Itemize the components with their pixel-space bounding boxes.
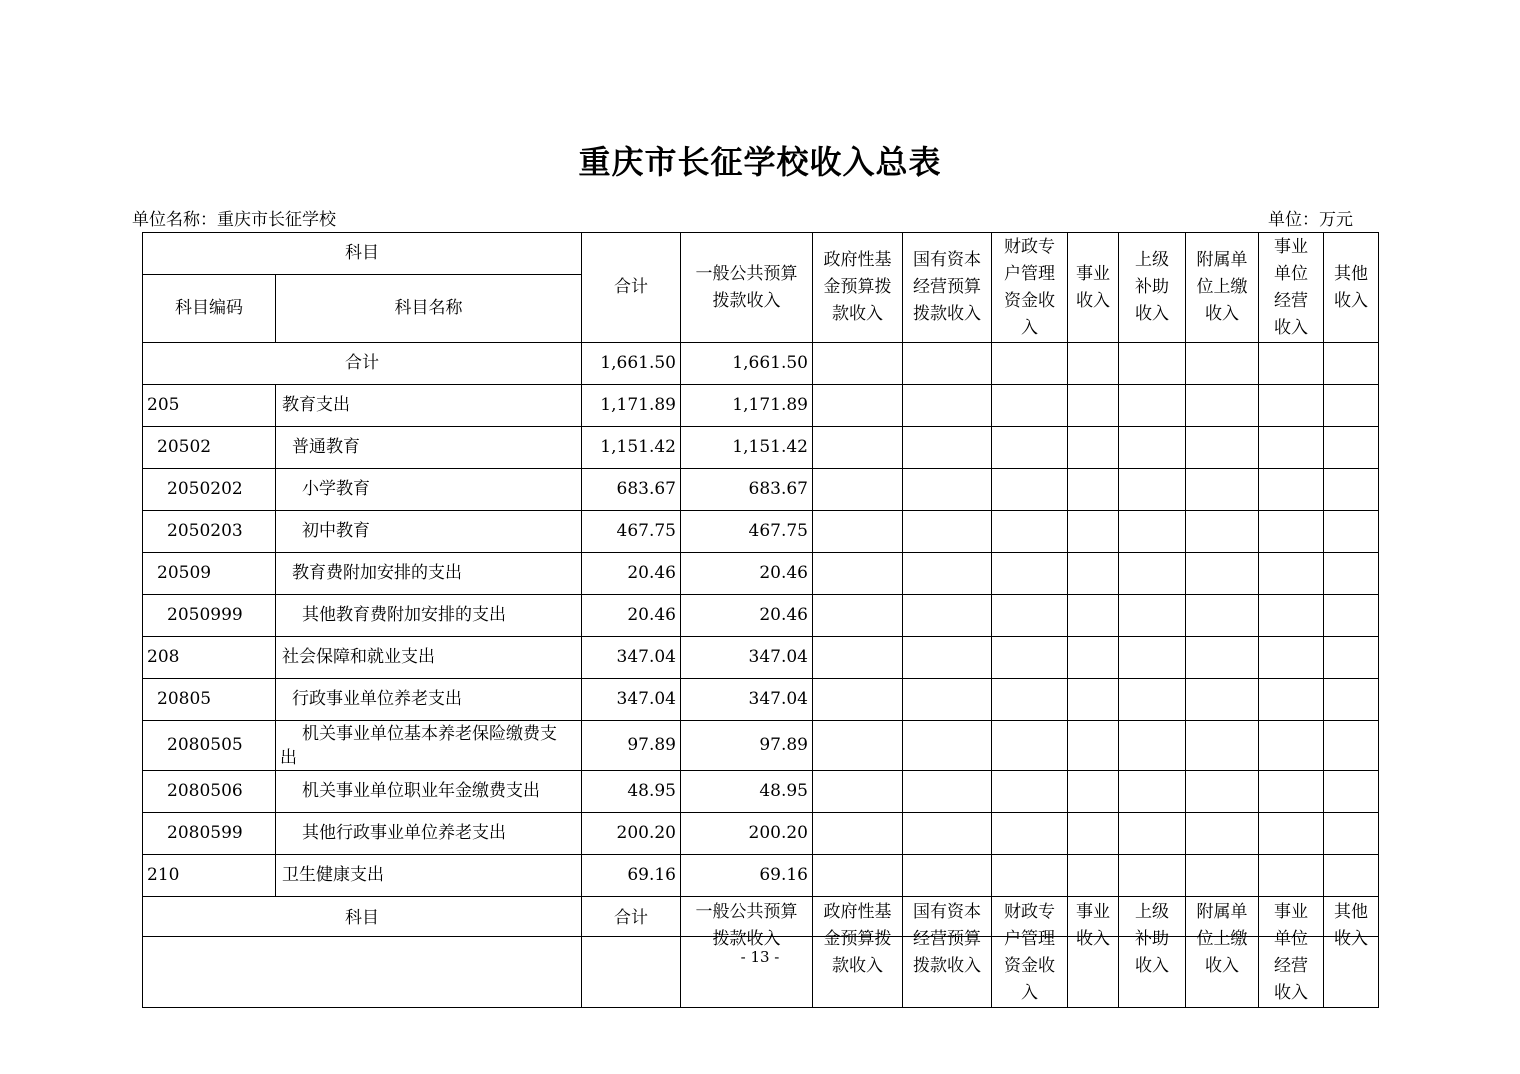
row-name: 小学教育 — [276, 469, 582, 511]
row-total: 200.20 — [582, 813, 681, 855]
repeat-header-other: 其他收入 — [1324, 897, 1379, 1008]
repeat-header-fiscal-special: 财政专户管理资金收入 — [992, 897, 1068, 1008]
row-name: 初中教育 — [276, 511, 582, 553]
header-state-capital: 国有资本经营预算拨款收入 — [903, 233, 992, 343]
row-total: 97.89 — [582, 721, 681, 771]
row-code: 20805 — [143, 679, 276, 721]
table-row — [143, 427, 1379, 469]
repeat-header-affiliated: 附属单位上缴收入 — [1186, 897, 1259, 1008]
row-general: 69.16 — [681, 855, 813, 897]
row-general: 683.67 — [681, 469, 813, 511]
header-row-1 — [143, 233, 1379, 275]
row-code: 20509 — [143, 553, 276, 595]
repeat-header-subject: 科目 — [143, 897, 582, 1008]
table-row — [143, 595, 1379, 637]
row-total: 683.67 — [582, 469, 681, 511]
header-fiscal-special: 财政专户管理资金收入 — [992, 233, 1068, 343]
row-name: 机关事业单位基本养老保险缴费支出 — [276, 721, 582, 771]
repeat-header-operating: 事业单位经营收入 — [1259, 897, 1324, 1008]
row-code: 210 — [143, 855, 276, 897]
table-row — [143, 553, 1379, 595]
row-total: 20.46 — [582, 553, 681, 595]
table-row — [143, 385, 1379, 427]
page-title: 重庆市长征学校收入总表 — [578, 143, 942, 181]
total-row-general: 1,661.50 — [681, 343, 813, 385]
table-row — [143, 679, 1379, 721]
repeat-header-total: 合计 — [582, 897, 681, 1008]
row-total: 69.16 — [582, 855, 681, 897]
row-general: 20.46 — [681, 553, 813, 595]
row-name: 机关事业单位职业年金缴费支出 — [276, 771, 582, 813]
row-total: 347.04 — [582, 637, 681, 679]
header-total: 合计 — [582, 233, 681, 343]
row-general: 20.46 — [681, 595, 813, 637]
total-row-total: 1,661.50 — [582, 343, 681, 385]
row-code: 208 — [143, 637, 276, 679]
row-name: 卫生健康支出 — [276, 855, 582, 897]
row-code: 2080505 — [143, 721, 276, 771]
table-row — [143, 771, 1379, 813]
row-code: 2050999 — [143, 595, 276, 637]
total-row-label: 合计 — [143, 343, 582, 385]
row-code: 20502 — [143, 427, 276, 469]
repeat-header-state-capital: 国有资本经营预算拨款收入 — [903, 897, 992, 1008]
row-name: 社会保障和就业支出 — [276, 637, 582, 679]
header-name: 科目名称 — [276, 275, 582, 343]
header-superior: 上级补助收入 — [1119, 233, 1186, 343]
table-row — [143, 813, 1379, 855]
header-business: 事业收入 — [1068, 233, 1119, 343]
row-total: 1,151.42 — [582, 427, 681, 469]
row-name: 行政事业单位养老支出 — [276, 679, 582, 721]
row-general: 467.75 — [681, 511, 813, 553]
page-number: - 13 - — [740, 948, 780, 966]
repeat-header-general-budget: 一般公共预算拨款收入 — [681, 897, 813, 1008]
row-general: 1,171.89 — [681, 385, 813, 427]
row-general: 48.95 — [681, 771, 813, 813]
row-general: 347.04 — [681, 637, 813, 679]
row-total: 20.46 — [582, 595, 681, 637]
row-code: 2080506 — [143, 771, 276, 813]
header-code: 科目编码 — [143, 275, 276, 343]
row-total: 467.75 — [582, 511, 681, 553]
repeat-header-business: 事业收入 — [1068, 897, 1119, 1008]
row-general: 347.04 — [681, 679, 813, 721]
total-row — [143, 343, 1379, 385]
table-row — [143, 511, 1379, 553]
repeat-header-gov-fund: 政府性基金预算拨款收入 — [813, 897, 903, 1008]
unit-name: 单位名称：重庆市长征学校 — [132, 210, 336, 230]
header-subject: 科目 — [143, 233, 582, 275]
repeat-header-superior: 上级补助收入 — [1119, 897, 1186, 1008]
table-row — [143, 637, 1379, 679]
header-operating: 事业单位经营收入 — [1259, 233, 1324, 343]
row-general: 200.20 — [681, 813, 813, 855]
row-code: 205 — [143, 385, 276, 427]
row-name: 教育费附加安排的支出 — [276, 553, 582, 595]
row-name: 教育支出 — [276, 385, 582, 427]
unit-label: 单位：万元 — [1268, 210, 1353, 230]
header-affiliated: 附属单位上缴收入 — [1186, 233, 1259, 343]
row-total: 1,171.89 — [582, 385, 681, 427]
income-summary-table — [142, 232, 1379, 1008]
table-row — [143, 721, 1379, 771]
table-row — [143, 469, 1379, 511]
row-total: 48.95 — [582, 771, 681, 813]
table-row — [143, 855, 1379, 897]
row-total: 347.04 — [582, 679, 681, 721]
row-general: 97.89 — [681, 721, 813, 771]
row-name: 普通教育 — [276, 427, 582, 469]
row-code: 2050202 — [143, 469, 276, 511]
header-general-budget: 一般公共预算拨款收入 — [681, 233, 813, 343]
row-code: 2050203 — [143, 511, 276, 553]
header-gov-fund: 政府性基金预算拨款收入 — [813, 233, 903, 343]
row-general: 1,151.42 — [681, 427, 813, 469]
row-name: 其他行政事业单位养老支出 — [276, 813, 582, 855]
row-name: 其他教育费附加安排的支出 — [276, 595, 582, 637]
header-other: 其他收入 — [1324, 233, 1379, 343]
row-code: 2080599 — [143, 813, 276, 855]
